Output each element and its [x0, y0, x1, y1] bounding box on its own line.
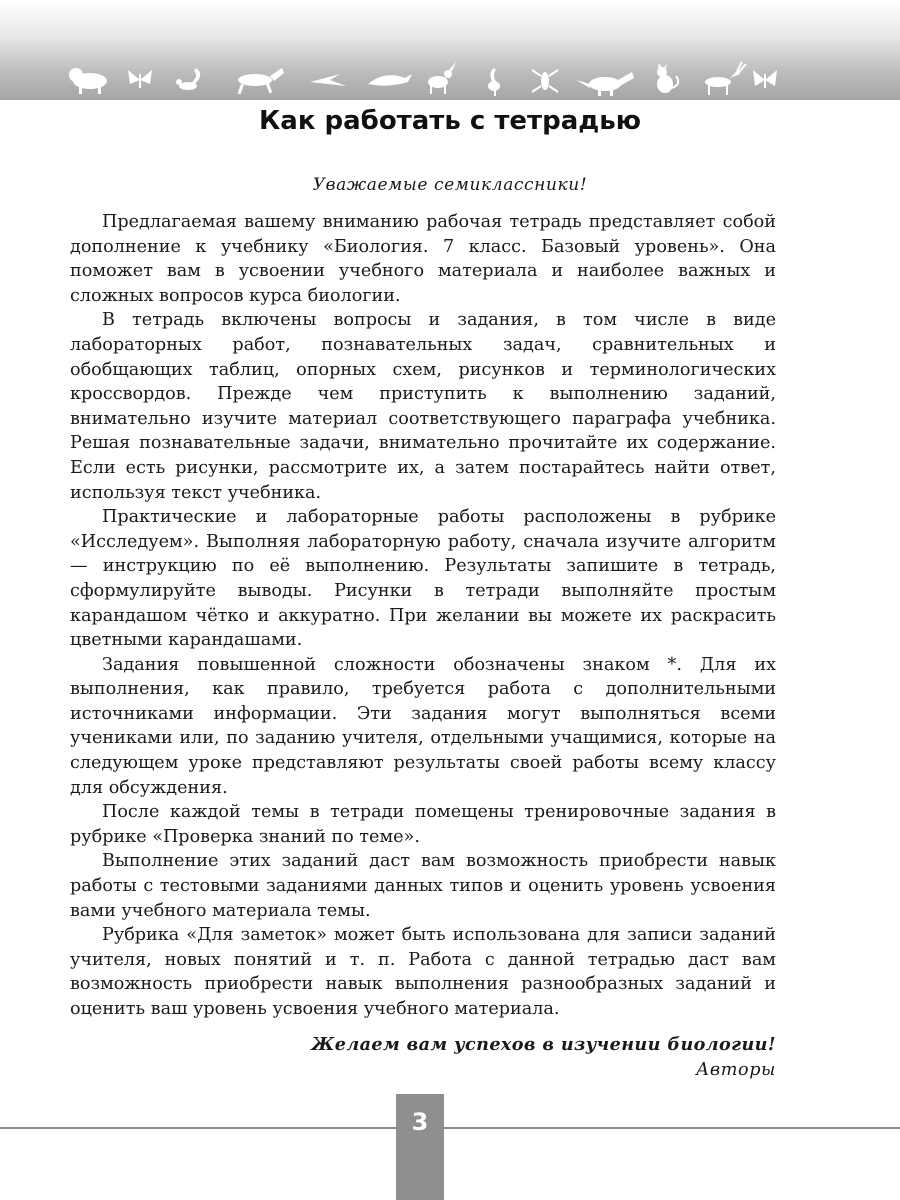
- paragraph: Выполнение этих заданий даст вам возможность приобрести навык работы с тестовыми заданиями данных типов и оценить уровень усвоения вами учебного материала темы.: [70, 851, 776, 921]
- scorpion-icon: [176, 68, 200, 90]
- paragraph: Рубрика «Для заметок» может быть использована для записи заданий учителя, новых понятий и т. п. Работа с данной тетрадью даст вам возможность приобрести навык выполнения разнообразных заданий и оценить ваш уровень усвоения учебного материала.: [70, 925, 776, 1019]
- paragraph: Практические и лабораторные работы расположены в рубрике «Исследуем». Выполняя лабораторную работу, сначала изучите алгоритм — инструкцию по её выполнению. Результаты запишите в тетрадь, сформулируйте выводы. Рисунки в тетради выполняйте простым карандашом чётко и аккуратно. При желании вы можете их раскрасить цветными карандашами.: [70, 507, 776, 651]
- page-number: 3: [411, 1108, 429, 1136]
- butterfly-icon: [128, 70, 152, 88]
- paragraph: После каждой темы в тетради помещены тренировочные задания в рубрике «Проверка знаний по теме».: [70, 802, 776, 847]
- dinosaur-icon: [576, 72, 634, 96]
- dolphin-icon: [368, 74, 412, 86]
- insect-icon: [532, 70, 558, 92]
- paragraph: Задания повышенной сложности обозначены знаком *. Для их выполнения, как правило, требуется работа с дополнительными источниками информации. Эти задания могут выполняться всеми учениками или, по заданию учителя, отдельными учащимися, которые на следующем уроке представляют результаты своей работы всему классу для обсуждения.: [70, 654, 776, 798]
- footer-divider: [0, 1127, 900, 1129]
- bison-icon: [69, 68, 107, 94]
- antelope-icon: [705, 62, 746, 95]
- body-text: [70, 210, 776, 1022]
- paragraph: В тетрадь включены вопросы и задания, в том числе в виде лабораторных работ, познавательных задач, сравнительных и обобщающих таблиц, опорных схем, рисунков и терминологических кроссвордов. Прежде чем приступить к выполнению заданий, внимательно изучите материал соответствующего параграфа учебника. Решая познавательные задачи, внимательно прочитайте их содержание. Если есть рисунки, рассмотрите их, а затем постарайтесь найти ответ, используя текст учебника.: [70, 310, 776, 503]
- page-title: Как работать с тетрадью: [259, 106, 641, 136]
- cat-icon: [657, 63, 678, 93]
- goat-icon: [428, 62, 456, 94]
- butterfly-icon: [753, 70, 777, 88]
- animal-silhouette-strip: [0, 60, 900, 100]
- greeting: Уважаемые семиклассники!: [312, 175, 588, 195]
- heron-icon: [488, 68, 500, 96]
- swallow-icon: [310, 74, 346, 86]
- author-signature: Авторы: [695, 1060, 776, 1080]
- paragraph: Предлагаемая вашему вниманию рабочая тетрадь представляет собой дополнение к учебнику «Биология. 7 класс. Базовый уровень». Она поможет вам в усвоении учебного материала и наиболее важных и сложных вопросов курса биологии.: [70, 212, 776, 306]
- closing-wish: Желаем вам успехов в изучении биологии!: [311, 1034, 776, 1055]
- horse-icon: [238, 68, 284, 94]
